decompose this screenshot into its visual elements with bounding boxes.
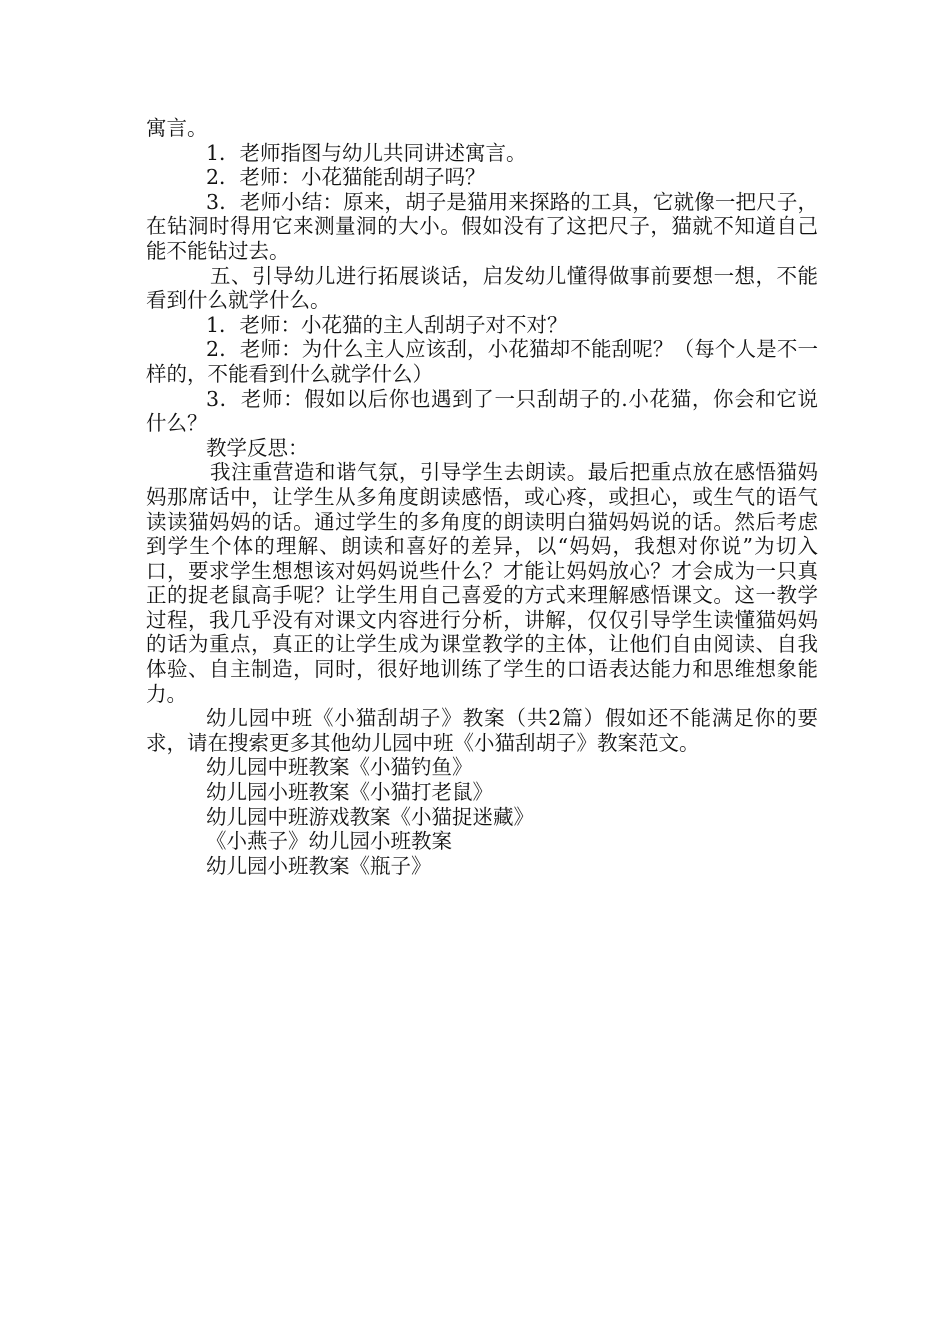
paragraph: 2．老师：小花猫能刮胡子吗？ — [206, 165, 486, 190]
paragraph: 3．老师小结：原来，胡子是猫用来探路的工具，它就像一把尺子，在钻洞时得用它来测量洞的大小。假如没有了这把尺子，猫就不知道自己能不能钻过去。 — [146, 189, 818, 263]
paragraph: 幼儿园中班《小猫刮胡子》教案（共2篇）假如还不能满足你的要求，请在搜索更多其他幼儿园中班《小猫刮胡子》教案范文。 — [146, 706, 818, 755]
related-link: 《小燕子》幼儿园小班教案 — [206, 829, 452, 854]
related-link: 幼儿园中班教案《小猫钓鱼》 — [206, 755, 473, 780]
paragraph: 2．老师：为什么主人应该刮，小花猫却不能刮呢？（每个人是不一样的，不能看到什么就学什么） — [146, 337, 818, 386]
reflection-body: 我注重营造和谐气氛，引导学生去朗读。最后把重点放在感悟猫妈妈那席话中，让学生从多角度朗读感悟，或心疼，或担心，或生气的语气读读猫妈妈的话。通过学生的多角度的朗读明白猫妈妈说的话。然后考虑到学生个体的理解、朗读和喜好的差异，以“妈妈，我想对你说”为切入口，要求学生想想该对妈妈说些什么？才能让妈妈放心？才会成为一只真正的捉老鼠高手呢？让学生用自己喜爱的方式来理解感悟课文。这一教学过程，我几乎没有对课文内容进行分析，讲解，仅仅引导学生读懂猫妈妈的话为重点，真正的让学生成为课堂教学的主体，让他们自由阅读、自我体验、自主制造，同时，很好地训练了学生的口语表达能力和思维想象能力。 — [146, 460, 818, 706]
related-link: 幼儿园小班教案《小猫打老鼠》 — [206, 780, 493, 805]
related-link: 幼儿园中班游戏教案《小猫捉迷藏》 — [206, 804, 534, 829]
reflection-heading: 教学反思： — [206, 435, 309, 460]
paragraph: 寓言。 — [146, 116, 208, 140]
paragraph: 1．老师指图与幼儿共同讲述寓言。 — [206, 140, 527, 165]
paragraph: 3．老师：假如以后你也遇到了一只刮胡子的.小花猫，你会和它说什么？ — [146, 386, 818, 436]
document-body — [146, 116, 818, 878]
section-heading: 五、引导幼儿进行拓展谈话，启发幼儿懂得做事前要想一想，不能看到什么就学什么。 — [146, 263, 818, 313]
related-link: 幼儿园小班教案《瓶子》 — [206, 853, 432, 878]
paragraph: 1．老师：小花猫的主人刮胡子对不对？ — [206, 312, 568, 337]
